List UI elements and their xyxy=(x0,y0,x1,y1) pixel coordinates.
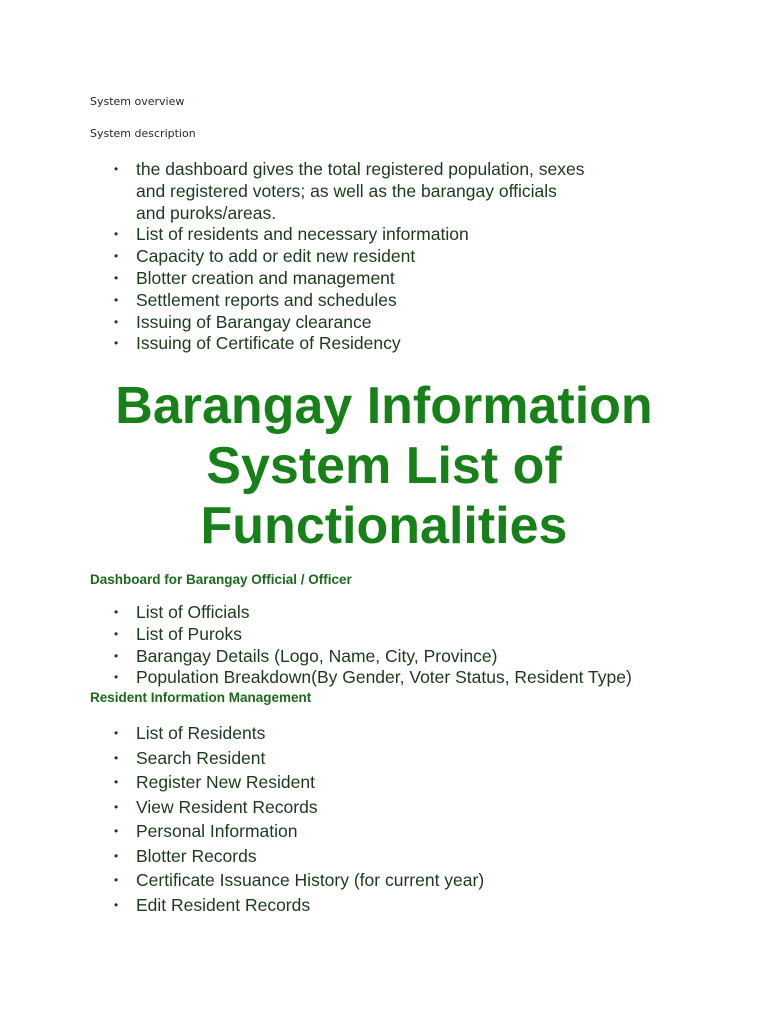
bullet-icon: • xyxy=(114,292,119,307)
bullet-icon: • xyxy=(114,162,119,176)
dashboard-section-heading: Dashboard for Barangay Official / Officer xyxy=(90,572,352,587)
list-item-text: Settlement reports and schedules xyxy=(136,289,397,310)
bullet-icon: • xyxy=(114,775,119,789)
list-item-text: Barangay Details (Logo, Name, City, Province) xyxy=(136,645,498,666)
bullet-icon: • xyxy=(114,799,119,814)
page-title-line-2: System List of xyxy=(206,437,562,495)
list-item-text: List of Officials xyxy=(136,602,250,622)
list-item xyxy=(0,893,700,918)
bullet-icon: • xyxy=(114,227,119,242)
list-item-text: Personal Information xyxy=(136,821,298,841)
bullet-icon: • xyxy=(114,824,119,838)
bullet-icon: • xyxy=(114,648,119,663)
dashboard-list xyxy=(0,602,700,689)
list-item xyxy=(0,721,700,746)
bullet-icon: • xyxy=(114,897,119,912)
list-item-text: Blotter creation and management xyxy=(136,267,395,288)
list-item-text: Population Breakdown(By Gender, Voter Status, Resident Type) xyxy=(136,667,632,688)
system-overview-label: System overview xyxy=(90,95,185,108)
resident-list xyxy=(0,721,700,917)
bullet-icon: • xyxy=(114,270,119,285)
list-item xyxy=(0,246,700,268)
list-item-text: the dashboard gives the total registered population, sexes and registered voters; as well as the barangay officials and puroks/areas. xyxy=(136,159,585,223)
list-item-text: View Resident Records xyxy=(136,796,318,817)
list-item-text: Edit Resident Records xyxy=(136,894,311,915)
resident-section-heading: Resident Information Management xyxy=(90,690,312,705)
bullet-icon: • xyxy=(114,626,119,641)
bullet-icon: • xyxy=(114,249,119,264)
list-item xyxy=(0,268,700,290)
system-description-label: System description xyxy=(90,127,196,140)
list-item-text: List of Residents xyxy=(136,723,266,743)
list-item-text: List of Puroks xyxy=(136,623,243,644)
list-item xyxy=(0,224,700,246)
page-title xyxy=(0,376,768,556)
list-item xyxy=(0,746,700,771)
bullet-icon: • xyxy=(114,314,119,329)
list-item xyxy=(0,602,700,624)
list-item-text: Issuing of Barangay clearance xyxy=(136,311,372,332)
list-item-text: List of residents and necessary information xyxy=(136,224,469,245)
bullet-icon: • xyxy=(114,848,119,863)
list-item xyxy=(0,624,700,646)
list-item-text: Blotter Records xyxy=(136,845,257,866)
list-item xyxy=(0,770,700,795)
list-item xyxy=(0,646,700,668)
list-item xyxy=(0,868,700,893)
list-item xyxy=(0,290,700,312)
page-title-line-3: Functionalities xyxy=(200,497,568,555)
overview-list xyxy=(0,159,700,355)
bullet-icon: • xyxy=(114,670,119,685)
bullet-icon: • xyxy=(114,605,119,619)
list-item xyxy=(0,333,700,355)
page-title-line-1: Barangay Information xyxy=(115,377,653,435)
list-item xyxy=(0,795,700,820)
list-item xyxy=(0,667,700,689)
list-item xyxy=(0,819,700,844)
bullet-icon: • xyxy=(114,750,119,765)
bullet-icon: • xyxy=(114,726,119,740)
list-item-text: Register New Resident xyxy=(136,772,315,792)
list-item xyxy=(0,844,700,869)
list-item xyxy=(0,159,700,224)
list-item xyxy=(0,312,700,334)
list-item-text: Capacity to add or edit new resident xyxy=(136,246,416,267)
list-item-text: Issuing of Certificate of Residency xyxy=(136,333,401,354)
bullet-icon: • xyxy=(114,873,119,887)
list-item-text: Search Resident xyxy=(136,747,266,768)
list-item-text: Certificate Issuance History (for current year) xyxy=(136,870,485,890)
bullet-icon: • xyxy=(114,336,119,351)
